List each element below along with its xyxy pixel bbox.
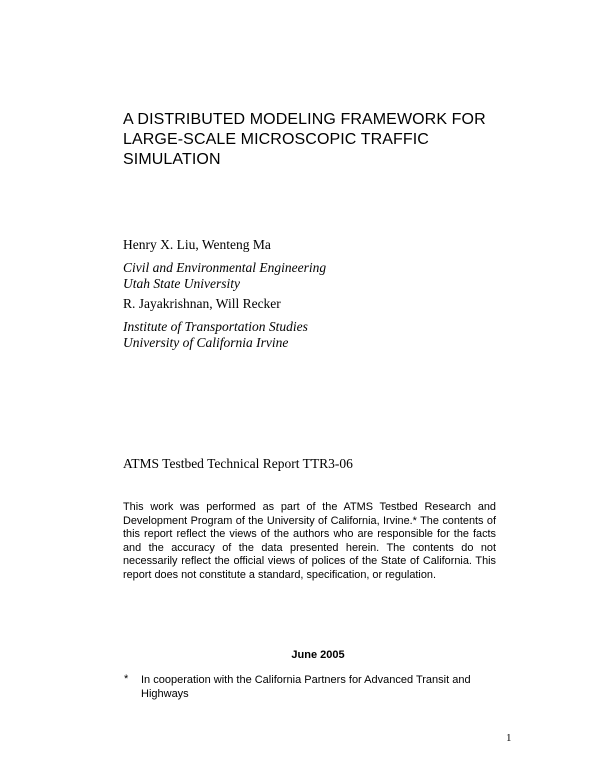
acknowledgement-statement: This work was performed as part of the ATMS Testbed Research and Development Program of the University of California, Irvine.* The contents of this report reflect the views of the authors who are responsible for the facts and the accuracy of the data presented herein. The contents do not necessarily reflect the official views of polices of the State of California. This report does not constitute a standard, specification, or regulation. xyxy=(123,501,496,581)
affiliation-2-line-2: University of California Irvine xyxy=(123,335,289,350)
title-line-2: LARGE-SCALE MICROSCOPIC TRAFFIC xyxy=(123,131,429,148)
author-names-2: R. Jayakrishnan, Will Recker xyxy=(123,296,281,311)
affiliation-2-line-1: Institute of Transportation Studies xyxy=(123,319,308,334)
footnote-text: In cooperation with the California Partners for Advanced Transit and Highways xyxy=(141,674,471,700)
affiliation-1-line-2: Utah State University xyxy=(123,276,240,291)
publication-date: June 2005 xyxy=(291,649,345,661)
title-line-3: SIMULATION xyxy=(123,151,221,168)
report-title xyxy=(123,110,503,170)
affiliation-1-line-1: Civil and Environmental Engineering xyxy=(123,260,327,275)
report-number: ATMS Testbed Technical Report TTR3-06 xyxy=(123,456,353,471)
footnote-marker: * xyxy=(124,673,129,685)
author-names-1: Henry X. Liu, Wenteng Ma xyxy=(123,237,271,252)
title-line-1: A DISTRIBUTED MODELING FRAMEWORK FOR xyxy=(123,111,486,128)
page-number: 1 xyxy=(506,732,512,744)
